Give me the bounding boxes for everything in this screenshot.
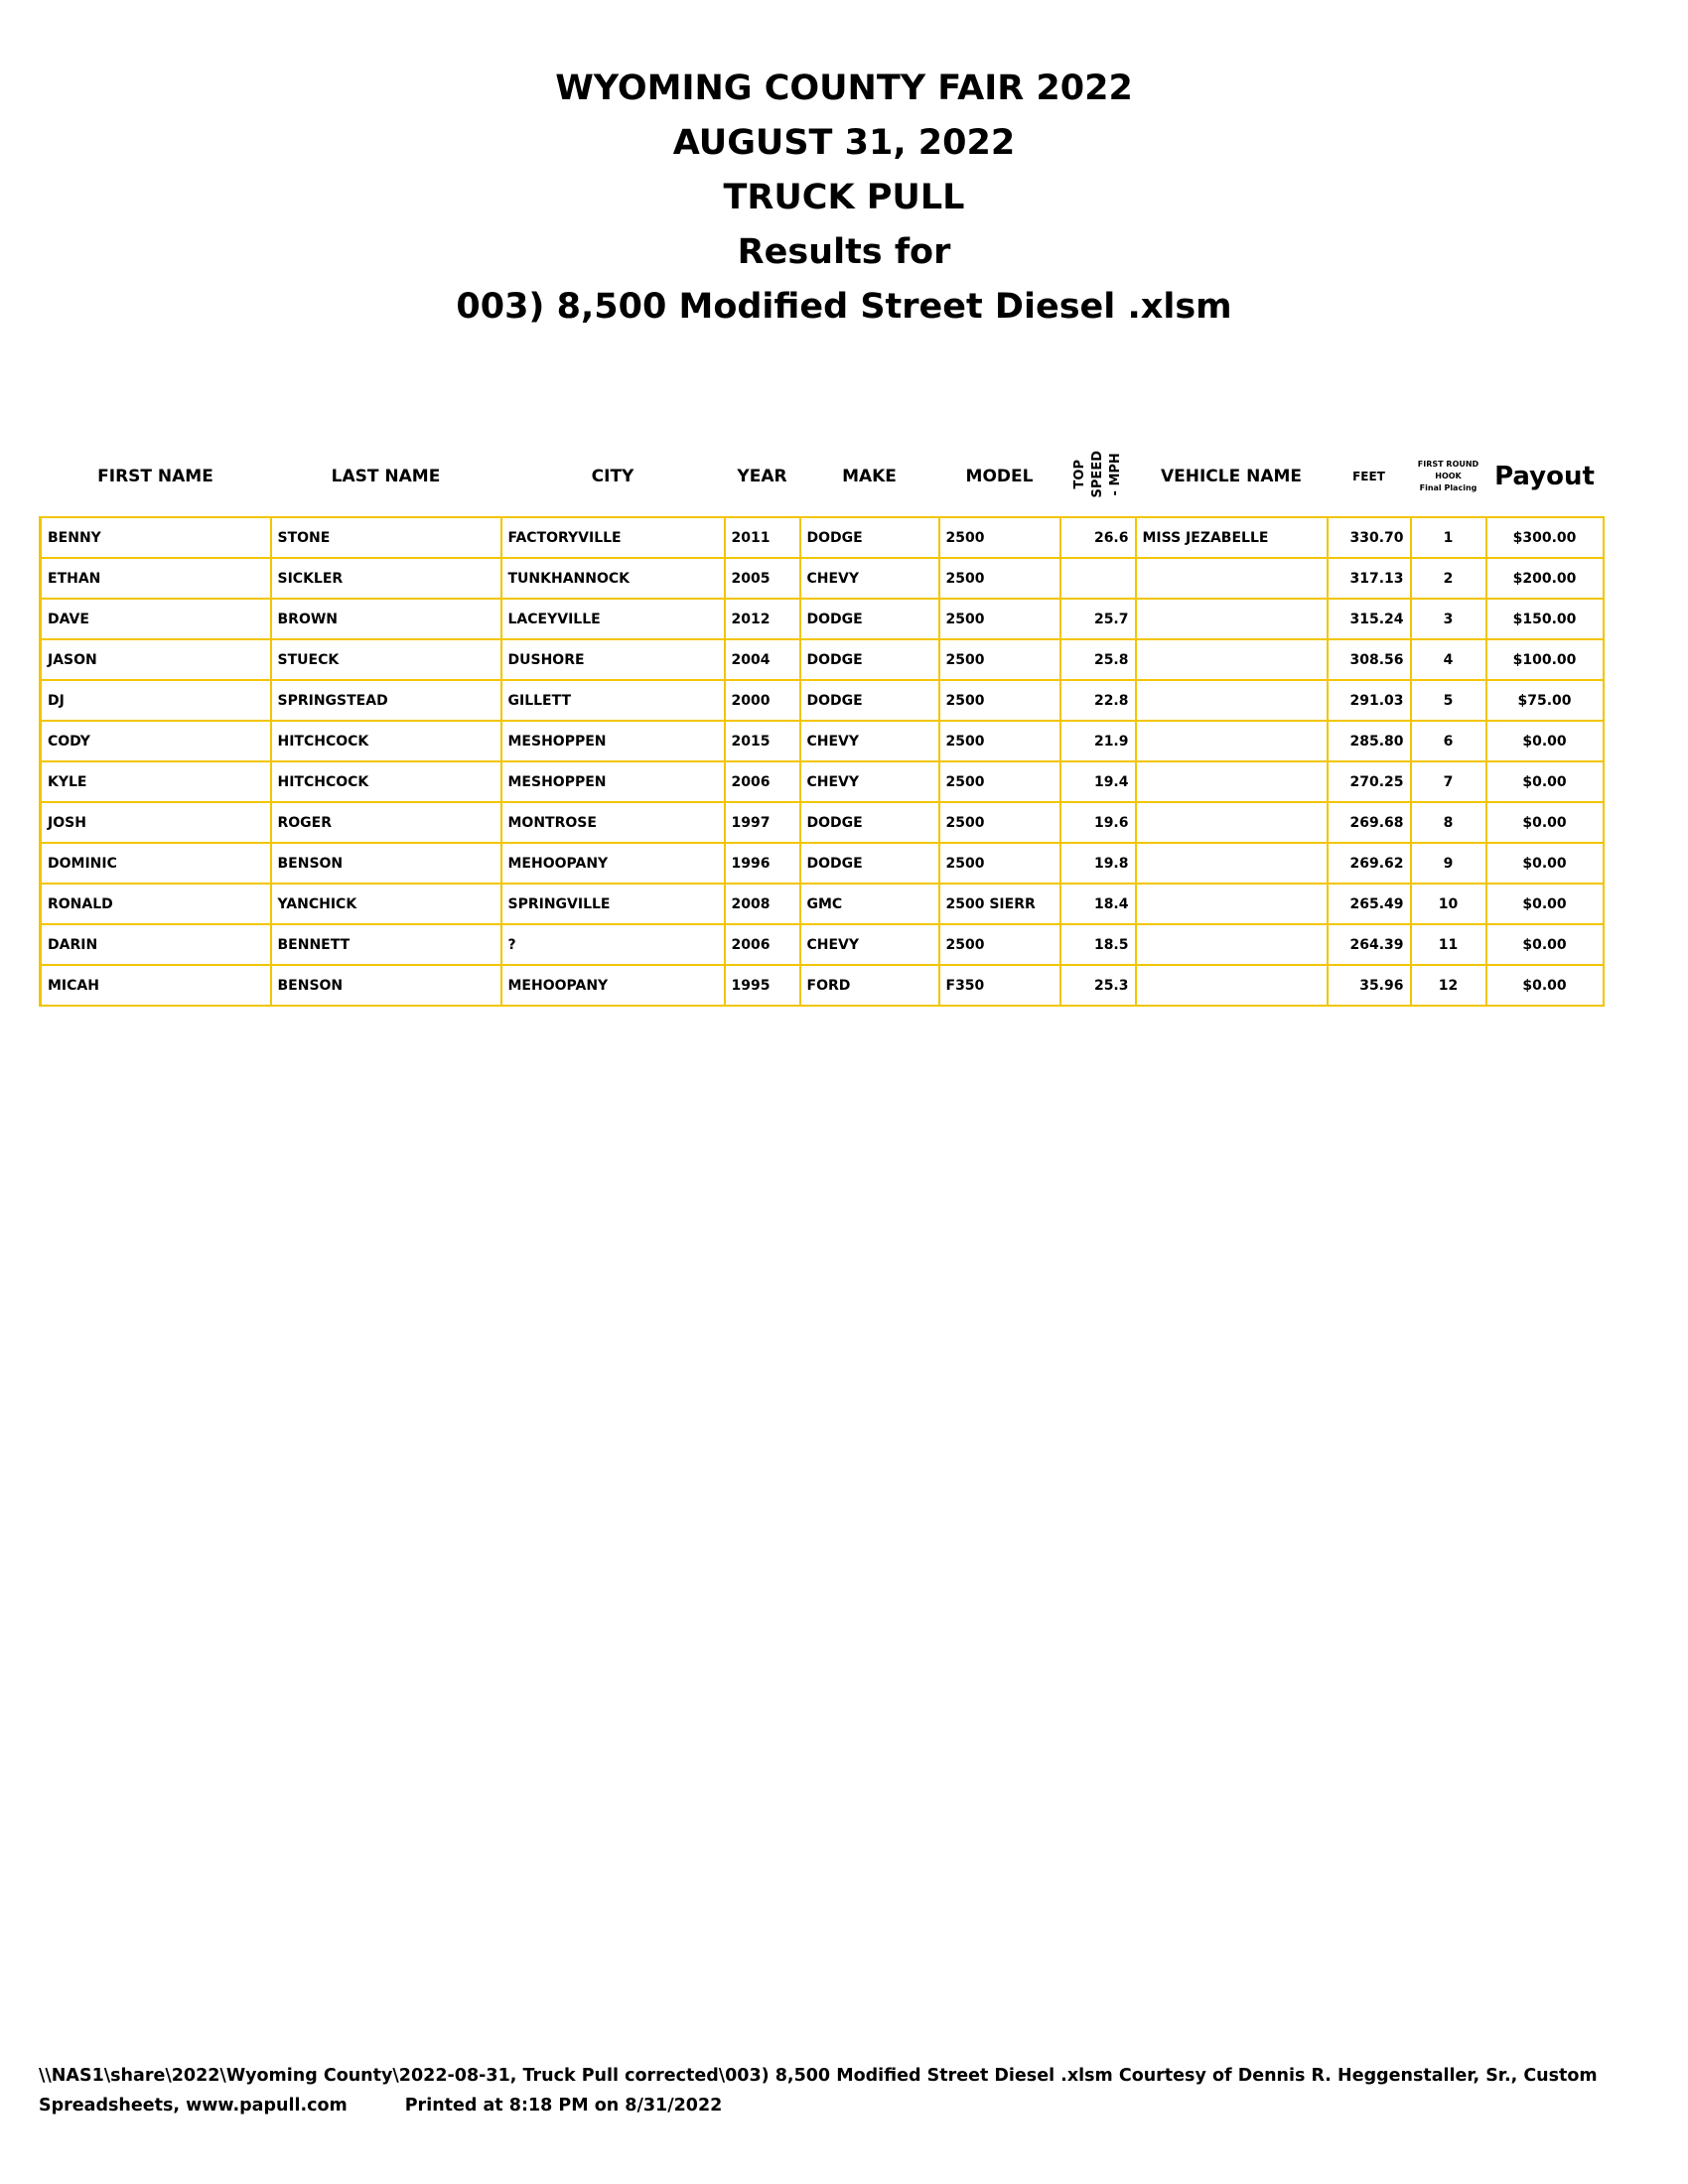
cell-city: MESHOPPEN xyxy=(501,761,725,802)
col-hook-placing xyxy=(1411,437,1486,517)
cell-city: MEHOOPANY xyxy=(501,965,725,1006)
cell-year: 2012 xyxy=(725,599,800,639)
col-first-name: FIRST NAME xyxy=(97,467,213,486)
cell-last-name: HITCHCOCK xyxy=(271,721,501,761)
hook-l2: HOOK xyxy=(1435,472,1462,480)
cell-vehicle-name xyxy=(1136,884,1328,924)
cell-payout: $0.00 xyxy=(1486,924,1604,965)
cell-last-name: SICKLER xyxy=(271,558,501,599)
cell-city: FACTORYVILLE xyxy=(501,517,725,558)
col-year: YEAR xyxy=(737,467,787,486)
cell-city: ? xyxy=(501,924,725,965)
speed-l3: - MPH xyxy=(1107,452,1123,496)
cell-payout: $100.00 xyxy=(1486,639,1604,680)
title-class: 003) 8,500 Modified Street Diesel .xlsm xyxy=(456,287,1232,327)
cell-vehicle-name xyxy=(1136,639,1328,680)
cell-top-speed: 25.7 xyxy=(1060,599,1136,639)
cell-vehicle-name: MISS JEZABELLE xyxy=(1136,517,1328,558)
cell-make: FORD xyxy=(800,965,939,1006)
cell-feet: 315.24 xyxy=(1328,599,1411,639)
cell-top-speed: 25.3 xyxy=(1060,965,1136,1006)
footer-printed: Printed at 8:18 PM on 8/31/2022 xyxy=(404,2096,723,2116)
cell-last-name: ROGER xyxy=(271,802,501,843)
cell-city: MEHOOPANY xyxy=(501,843,725,884)
footer-path: \\NAS1\share\2022\Wyoming County\2022-08-31, Truck Pull corrected\003) 8,500 Modified Street Diesel .xlsm Courtesy of Dennis R. Heggenstaller, Sr., Custom xyxy=(39,2066,1598,2086)
cell-vehicle-name xyxy=(1136,599,1328,639)
footer-credit: Spreadsheets, www.papull.com xyxy=(39,2096,348,2116)
cell-payout: $0.00 xyxy=(1486,965,1604,1006)
cell-model: 2500 xyxy=(939,761,1060,802)
col-top-speed xyxy=(1060,437,1136,517)
cell-first-name: CODY xyxy=(41,721,271,761)
col-model: MODEL xyxy=(965,467,1034,486)
cell-city: SPRINGVILLE xyxy=(501,884,725,924)
cell-top-speed: 18.4 xyxy=(1060,884,1136,924)
cell-payout: $0.00 xyxy=(1486,802,1604,843)
cell-last-name: STUECK xyxy=(271,639,501,680)
cell-make: DODGE xyxy=(800,802,939,843)
title-results-for: Results for xyxy=(737,232,951,272)
cell-payout: $200.00 xyxy=(1486,558,1604,599)
cell-first-name: RONALD xyxy=(41,884,271,924)
cell-top-speed: 19.8 xyxy=(1060,843,1136,884)
cell-first-name: DARIN xyxy=(41,924,271,965)
cell-first-name: MICAH xyxy=(41,965,271,1006)
cell-year: 2006 xyxy=(725,761,800,802)
cell-city: MONTROSE xyxy=(501,802,725,843)
cell-feet: 291.03 xyxy=(1328,680,1411,721)
table-row xyxy=(41,599,1604,639)
table-row xyxy=(41,558,1604,599)
results-table xyxy=(39,437,1605,1007)
cell-model: 2500 xyxy=(939,517,1060,558)
cell-first-name: DJ xyxy=(41,680,271,721)
table-row xyxy=(41,884,1604,924)
cell-make: CHEVY xyxy=(800,558,939,599)
cell-first-name: JOSH xyxy=(41,802,271,843)
cell-year: 2006 xyxy=(725,924,800,965)
cell-make: CHEVY xyxy=(800,924,939,965)
cell-vehicle-name xyxy=(1136,843,1328,884)
col-make: MAKE xyxy=(842,467,897,486)
speed-l1: TOP xyxy=(1071,459,1087,489)
table-row xyxy=(41,802,1604,843)
cell-city: TUNKHANNOCK xyxy=(501,558,725,599)
cell-placing: 6 xyxy=(1411,721,1486,761)
cell-vehicle-name xyxy=(1136,761,1328,802)
col-payout: Payout xyxy=(1494,462,1595,491)
cell-payout: $150.00 xyxy=(1486,599,1604,639)
cell-feet: 264.39 xyxy=(1328,924,1411,965)
cell-top-speed: 19.6 xyxy=(1060,802,1136,843)
cell-year: 2005 xyxy=(725,558,800,599)
cell-model: F350 xyxy=(939,965,1060,1006)
cell-city: GILLETT xyxy=(501,680,725,721)
cell-placing: 3 xyxy=(1411,599,1486,639)
cell-feet: 285.80 xyxy=(1328,721,1411,761)
cell-placing: 11 xyxy=(1411,924,1486,965)
cell-last-name: BROWN xyxy=(271,599,501,639)
table-row xyxy=(41,721,1604,761)
cell-model: 2500 SIERR xyxy=(939,884,1060,924)
cell-vehicle-name xyxy=(1136,680,1328,721)
cell-year: 2004 xyxy=(725,639,800,680)
cell-year: 2015 xyxy=(725,721,800,761)
speed-l2: SPEED xyxy=(1089,450,1105,498)
cell-placing: 2 xyxy=(1411,558,1486,599)
cell-first-name: JASON xyxy=(41,639,271,680)
cell-city: DUSHORE xyxy=(501,639,725,680)
cell-top-speed: 19.4 xyxy=(1060,761,1136,802)
cell-placing: 1 xyxy=(1411,517,1486,558)
cell-payout: $0.00 xyxy=(1486,884,1604,924)
cell-make: CHEVY xyxy=(800,761,939,802)
table-row xyxy=(41,517,1604,558)
cell-feet: 269.62 xyxy=(1328,843,1411,884)
cell-top-speed: 26.6 xyxy=(1060,517,1136,558)
cell-last-name: SPRINGSTEAD xyxy=(271,680,501,721)
cell-placing: 12 xyxy=(1411,965,1486,1006)
table-row xyxy=(41,680,1604,721)
table-row xyxy=(41,843,1604,884)
cell-make: DODGE xyxy=(800,599,939,639)
cell-payout: $0.00 xyxy=(1486,761,1604,802)
cell-make: DODGE xyxy=(800,843,939,884)
cell-year: 1996 xyxy=(725,843,800,884)
col-city: CITY xyxy=(591,467,634,486)
cell-model: 2500 xyxy=(939,599,1060,639)
cell-placing: 10 xyxy=(1411,884,1486,924)
cell-last-name: YANCHICK xyxy=(271,884,501,924)
header-row xyxy=(41,437,1604,517)
cell-top-speed: 22.8 xyxy=(1060,680,1136,721)
cell-payout: $0.00 xyxy=(1486,721,1604,761)
cell-payout: $75.00 xyxy=(1486,680,1604,721)
cell-year: 2000 xyxy=(725,680,800,721)
hook-l1: FIRST ROUND xyxy=(1417,460,1479,469)
cell-city: MESHOPPEN xyxy=(501,721,725,761)
cell-model: 2500 xyxy=(939,924,1060,965)
cell-make: CHEVY xyxy=(800,721,939,761)
cell-city: LACEYVILLE xyxy=(501,599,725,639)
title-date: AUGUST 31, 2022 xyxy=(672,123,1016,163)
cell-placing: 8 xyxy=(1411,802,1486,843)
cell-feet: 265.49 xyxy=(1328,884,1411,924)
col-last-name: LAST NAME xyxy=(331,467,441,486)
cell-top-speed: 25.8 xyxy=(1060,639,1136,680)
table-row xyxy=(41,639,1604,680)
cell-make: DODGE xyxy=(800,680,939,721)
table-row xyxy=(41,924,1604,965)
col-feet: FEET xyxy=(1352,470,1385,483)
cell-feet: 270.25 xyxy=(1328,761,1411,802)
cell-placing: 5 xyxy=(1411,680,1486,721)
title-fair: WYOMING COUNTY FAIR 2022 xyxy=(555,68,1133,108)
table-row xyxy=(41,965,1604,1006)
cell-make: GMC xyxy=(800,884,939,924)
cell-vehicle-name xyxy=(1136,558,1328,599)
hook-l3: Final Placing xyxy=(1419,483,1477,492)
cell-model: 2500 xyxy=(939,639,1060,680)
cell-last-name: BENSON xyxy=(271,843,501,884)
cell-year: 1995 xyxy=(725,965,800,1006)
cell-make: DODGE xyxy=(800,517,939,558)
cell-vehicle-name xyxy=(1136,802,1328,843)
cell-model: 2500 xyxy=(939,680,1060,721)
cell-last-name: BENSON xyxy=(271,965,501,1006)
table-row xyxy=(41,761,1604,802)
cell-top-speed xyxy=(1060,558,1136,599)
footer xyxy=(39,2061,1647,2120)
cell-model: 2500 xyxy=(939,843,1060,884)
cell-make: DODGE xyxy=(800,639,939,680)
cell-payout: $300.00 xyxy=(1486,517,1604,558)
title-event: TRUCK PULL xyxy=(723,178,965,217)
cell-year: 2011 xyxy=(725,517,800,558)
report-title xyxy=(0,62,1688,335)
cell-model: 2500 xyxy=(939,558,1060,599)
cell-first-name: BENNY xyxy=(41,517,271,558)
cell-vehicle-name xyxy=(1136,965,1328,1006)
cell-vehicle-name xyxy=(1136,924,1328,965)
cell-model: 2500 xyxy=(939,721,1060,761)
cell-last-name: STONE xyxy=(271,517,501,558)
cell-model: 2500 xyxy=(939,802,1060,843)
col-vehicle-name: VEHICLE NAME xyxy=(1160,467,1303,486)
cell-last-name: BENNETT xyxy=(271,924,501,965)
cell-top-speed: 21.9 xyxy=(1060,721,1136,761)
cell-first-name: KYLE xyxy=(41,761,271,802)
cell-last-name: HITCHCOCK xyxy=(271,761,501,802)
cell-first-name: ETHAN xyxy=(41,558,271,599)
cell-payout: $0.00 xyxy=(1486,843,1604,884)
cell-first-name: DAVE xyxy=(41,599,271,639)
cell-feet: 317.13 xyxy=(1328,558,1411,599)
cell-feet: 269.68 xyxy=(1328,802,1411,843)
cell-feet: 330.70 xyxy=(1328,517,1411,558)
cell-feet: 35.96 xyxy=(1328,965,1411,1006)
cell-first-name: DOMINIC xyxy=(41,843,271,884)
cell-year: 2008 xyxy=(725,884,800,924)
cell-placing: 7 xyxy=(1411,761,1486,802)
cell-feet: 308.56 xyxy=(1328,639,1411,680)
cell-vehicle-name xyxy=(1136,721,1328,761)
cell-placing: 9 xyxy=(1411,843,1486,884)
cell-placing: 4 xyxy=(1411,639,1486,680)
cell-top-speed: 18.5 xyxy=(1060,924,1136,965)
cell-year: 1997 xyxy=(725,802,800,843)
